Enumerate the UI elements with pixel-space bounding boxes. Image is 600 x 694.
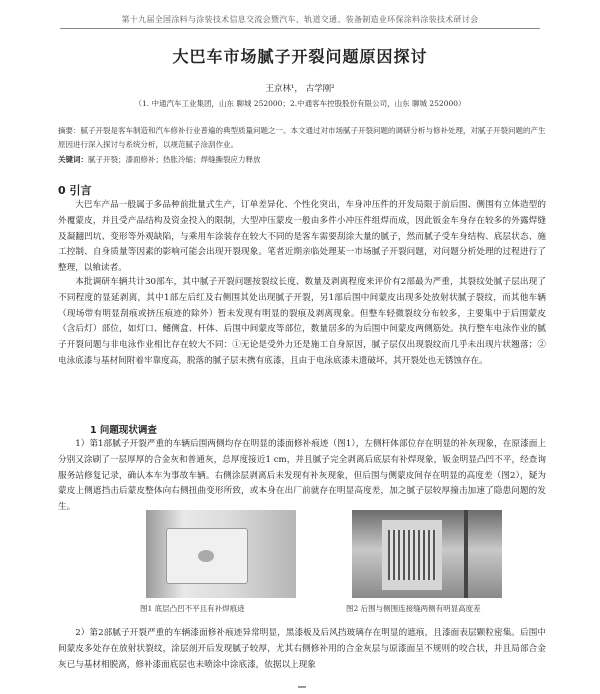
paragraph: 大巴车产品一般属于多品种前批量式生产，订单差异化、个性化突出，车身冲压件的开发局限于前后围、侧围有立体造型的外覆蒙皮，并且受产品结构及资金投入的限制，大型冲压蒙皮一般由多件小冲压件组焊而成，因此钣金车身存在较多的外露焊缝及凝翻凹坑、变形等外观缺陷，与乘用车涂装存在较大不同的是客车需要刮涂大量的腻子，然而腻子受车身结构、底层状态、施工控制、自身质量等因素的影响可能会出现开裂现象。笔者近期亲临处理某一市场腻子开裂问题，对问题分析处理的过程进行了整理，以飨读者。 bbox=[58, 200, 546, 274]
dent-mark bbox=[198, 550, 214, 562]
figure-2-caption: 图2 后围与侧围连接缝两侧有明显高度差 bbox=[346, 604, 481, 613]
vent-grill bbox=[388, 530, 436, 580]
running-header: 第十九届全国涂料与涂装技术信息交流会暨汽车、轨道交通、装备制造业环保涂料涂装技术研讨会 bbox=[121, 15, 479, 24]
paragraph: 本批调研车辆共计30部车，其中腻子开裂问题按裂纹长度、数量及剥离程度来评价有2部最为严重，其裂纹处腻子层出现了不同程度的显延剥离，其中1部左后红及右侧围其处出现腻子开裂，另1部后围中间蒙皮出现多处放射状腻子裂纹，而其他车辆（现场带有明显刮痕或挤压痕迹的除外）暂未发现有明显的裂痕及剥离现象。但整车轻微裂纹分布较多，主要集中于后围蒙皮（含后灯）部位，如灯口、鳍侧盒、杆体、后围中间蒙皮等部位，数量居多的为后围中间蒙皮两侧筋处。执行整车电泳作业的腻子开裂问题与非电泳作业相比存在较大不同：①无论是受外力还是施工自身原因，腻子层仅出现裂纹而几乎未出现片状翘落；②电泳底漆与基材间附着牢靠度高，脱落的腻子层未携有底漆，且由于电泳底漆未遗破坏，其开裂处也无锈蚀存在。 bbox=[58, 277, 546, 366]
authors: 王京林¹， 古学刚² bbox=[265, 84, 335, 94]
keywords: 腻子开裂；漆面修补；热胀冷缩；焊缝撕裂应力释放 bbox=[88, 155, 261, 164]
paragraph: 1）第1部腻子开裂严重的车辆后围两侧均存在明显的漆面修补痕迹（图1），左侧杆体部位存在明显的补灰现象，在原漆面上分别又涂刷了一层厚厚的合金灰和普通灰，总厚度接近1 cm，并且腻子完全剥离后底层有补焊现象，钣金明显凸凹不平，经查询服务站修复记录，确认本车为事故车辆。右侧涂层剥离后未发现有补灰现象，但后围与侧蒙皮间存在明显的高度差（图2），疑为蒙皮上侧遮挡击后蒙皮整体向右侧扭曲变形所致，或本身在出厂前就存在明显高度差，加之腻子层较厚撞击加速了隐患问题的发生。 bbox=[58, 439, 546, 513]
abstract: 摘要：腻子开裂是客车制造和汽车修补行业普遍的典型质量问题之一。本文通过对市场腻子开裂问题的调研分析与修补处理，对腻子开裂问题的产生原因进行深入探讨与系统分析，以规范腻子涂刮作业。 bbox=[58, 126, 546, 149]
paragraph: 2）第2部腻子开裂严重的车辆漆面修补痕迹异常明显，黑漆板及后风挡玻璃存在明显的遮痕，且漆面表层颗粒密集。后围中间蒙皮多处存在放射状裂纹，涂层剖开后发现腻子较厚，尤其右侧修补用的合金灰层与原漆面呈不规则的咬合状，并且局部合金灰已与基材相脱离，修补漆面底层也未喷涂中涂底漆，依据以上现象 bbox=[58, 628, 546, 670]
section-heading-survey: 1 问题现状调查 bbox=[90, 425, 157, 436]
section-heading-introduction: 0 引言 bbox=[58, 184, 92, 197]
keywords-label: 关键词： bbox=[58, 155, 88, 164]
panel-seam bbox=[464, 510, 468, 598]
keywords-line bbox=[58, 154, 546, 165]
paper-title: 大巴车市场腻子开裂问题原因探讨 bbox=[172, 47, 428, 66]
page-footer-mark bbox=[298, 686, 306, 688]
figure-1-caption: 图1 底层凸凹不平且有补焊痕迹 bbox=[140, 604, 245, 613]
figure-1-photo bbox=[146, 510, 296, 598]
affiliation: （1. 中通汽车工业集团，山东 聊城 252000；2.中通客车控股股份有限公司，山东 聊城 252000） bbox=[134, 99, 466, 108]
header-rule bbox=[60, 28, 540, 29]
figure-2-photo bbox=[352, 510, 502, 598]
